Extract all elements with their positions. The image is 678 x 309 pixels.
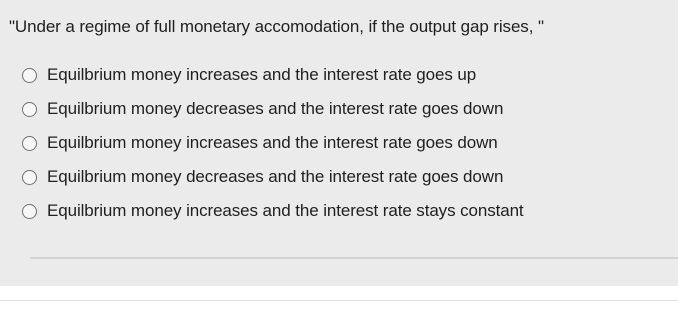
- question-text: "Under a regime of full monetary accomodation, if the output gap rises, ": [9, 17, 544, 36]
- radio-button[interactable]: [22, 102, 37, 117]
- answer-option-3[interactable]: [22, 126, 524, 160]
- radio-button[interactable]: [22, 68, 37, 83]
- answer-option-label: Equilbrium money decreases and the interest rate goes down: [47, 99, 504, 118]
- page-footer-band: [0, 286, 678, 309]
- radio-button[interactable]: [22, 136, 37, 151]
- radio-button[interactable]: [22, 170, 37, 185]
- divider: [30, 257, 678, 259]
- answer-options: [22, 58, 524, 228]
- radio-button[interactable]: [22, 204, 37, 219]
- answer-option-4[interactable]: [22, 160, 524, 194]
- answer-option-1[interactable]: [22, 58, 524, 92]
- answer-option-2[interactable]: [22, 92, 524, 126]
- answer-option-label: Equilbrium money increases and the interest rate stays constant: [47, 201, 524, 220]
- answer-option-label: Equilbrium money increases and the interest rate goes up: [47, 65, 477, 84]
- answer-option-5[interactable]: [22, 194, 524, 228]
- divider: [0, 300, 678, 301]
- answer-option-label: Equilbrium money increases and the interest rate goes down: [47, 133, 498, 152]
- answer-option-label: Equilbrium money decreases and the interest rate goes down: [47, 167, 504, 186]
